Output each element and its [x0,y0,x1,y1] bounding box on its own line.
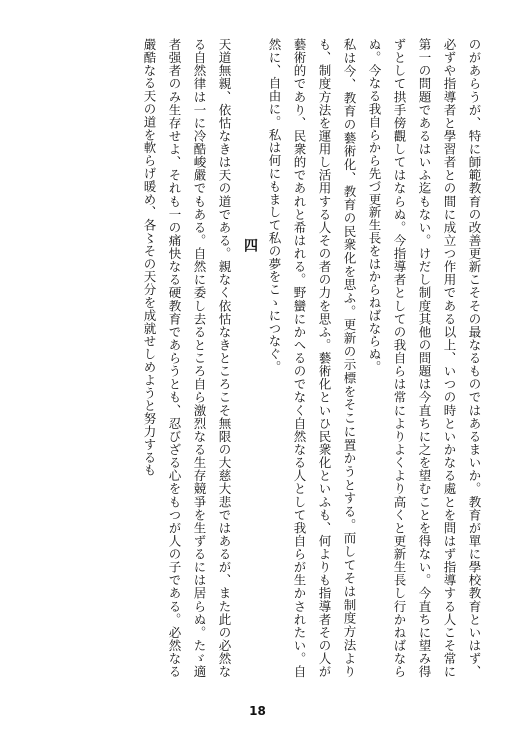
paragraph-teacher-education: のがあらうが、特に師範教育の改善更新こそその最なるものではあるまいか。教育が單に學校教育といはず、必ずや指導者と學習者との間に成立つ作用である以上、いつの時といかなる處とを問はず指導する人こそ常に第一の問題であるはいふ迄もない。けだし制度其他の問題は今直ちに之を望むことを得ない。今直ちに望み得ずとして拱手傍觀してはならぬ。今指導者としての我自らは常によりよくより高くと更新生長し行かねばならぬ。今なる我自らから先づ更新生長をはからねばならぬ。 [367,38,482,678]
paragraph-way-of-heaven: 天道無親、依怙なきは天の道である。親なく依怙なきところこそ無限の大慈大悲ではあるが、また此の必然なる自然律は一に冷酷峻嚴でもある。自然に委し去るところ自ら激烈なる生存競爭を生ずるには居らぬ。たゞ適者强者のみ生存せよ、それも一の痛快なる硬教育であらうとも、忍びざる心をもつが人の子である。必然なる嚴酷なる天の道を軟らげ暖め、各〻その天分を成就せしめようと努力するも [142,38,232,678]
paragraph-art-and-democratization: 私は今、教育の藝術化、教育の民衆化を思ふ。更新の示標をそこに置かうとする。而してそは制度方法よりも、制度方法を運用し活用する人その者の力を思ふ。藝術化といひ民衆化といふも、何よりも指導者その人が藝術的であり、民衆的であれと希はれる。野蠻にかへるのでなく自然なる人として我自らが生かされたい。自然に、自由に。私は何にもまして私の夢をこゝにつなぐ。 [267,38,357,678]
page-number: 18 [249,704,266,718]
section-number-heading: 四 [242,238,258,252]
vertical-text-body [137,38,487,678]
